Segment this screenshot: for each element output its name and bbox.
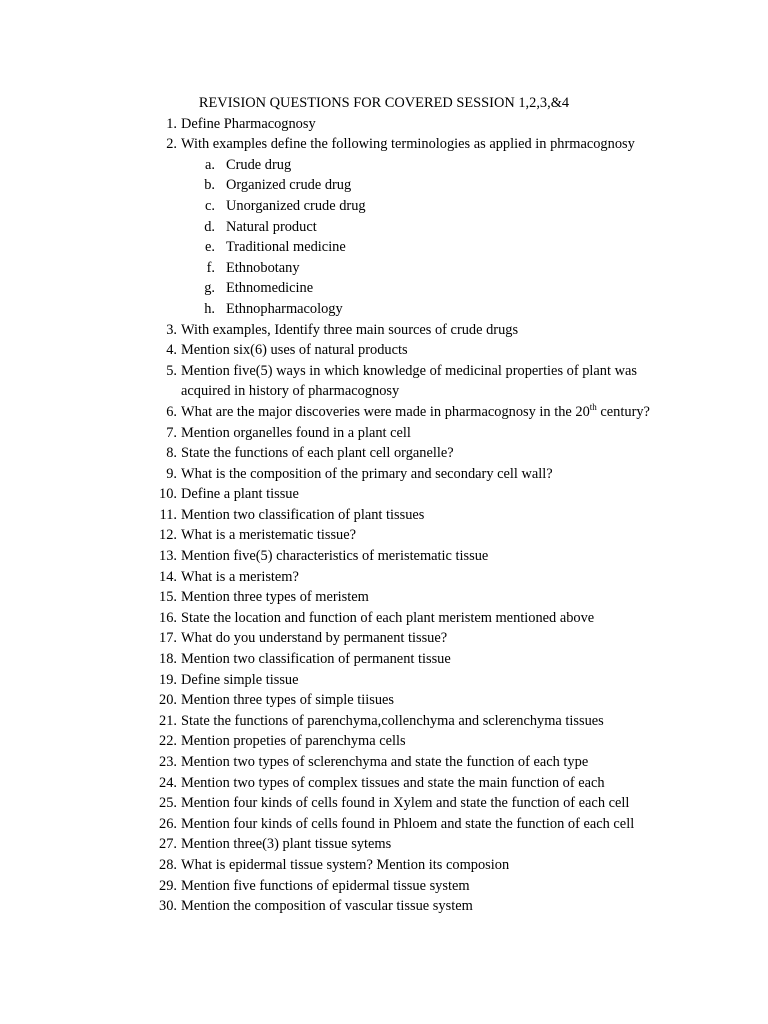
question-item	[0, 340, 768, 361]
question-item	[0, 525, 768, 546]
question-number: 4.	[166, 342, 177, 359]
question-item	[0, 608, 768, 629]
question-list	[0, 114, 768, 917]
question-number: 30.	[159, 898, 177, 915]
question-number: 9.	[166, 465, 177, 482]
question-text: Mention five(5) characteristics of meristematic tissue	[181, 548, 489, 565]
sub-item	[0, 217, 768, 238]
sub-item-letter: f.	[206, 259, 215, 276]
question-text: State the functions of parenchyma,collenchyma and sclerenchyma tissues	[181, 712, 604, 729]
question-number: 7.	[166, 424, 177, 441]
question-text: What is a meristem?	[181, 568, 299, 585]
question-text: What is a meristematic tissue?	[181, 527, 357, 544]
question-item	[0, 484, 768, 505]
sub-item-text: Ethnomedicine	[226, 280, 314, 297]
question-text: Mention the composition of vascular tissue system	[181, 898, 473, 915]
question-number: 15.	[159, 589, 177, 606]
superscript: th	[589, 402, 597, 413]
question-text: State the location and function of each plant meristem mentioned above	[181, 609, 595, 626]
question-item	[0, 464, 768, 485]
question-number: 21.	[159, 712, 177, 729]
sub-item	[0, 278, 768, 299]
question-text: Mention four kinds of cells found in Xylem and state the function of each cell	[181, 795, 630, 812]
question-number: 24.	[159, 774, 177, 791]
question-text: Mention three types of simple tiisues	[181, 692, 395, 709]
sub-item	[0, 175, 768, 196]
sub-item-text: Natural product	[226, 218, 317, 235]
question-item	[0, 814, 768, 835]
question-text	[181, 402, 650, 423]
question-number: 17.	[159, 630, 177, 647]
question-text: Mention organelles found in a plant cell	[181, 424, 411, 441]
sub-item-text: Traditional medicine	[226, 239, 346, 256]
sub-item	[0, 196, 768, 217]
question-item	[0, 320, 768, 341]
question-item	[0, 876, 768, 897]
question-number: 2.	[166, 136, 177, 153]
question-number: 20.	[159, 692, 177, 709]
question-number: 23.	[159, 754, 177, 770]
sub-item	[0, 258, 768, 279]
document-title: REVISION QUESTIONS FOR COVERED SESSION 1,2,3,&4	[198, 95, 570, 111]
question-text-part: What are the major discoveries were made in pharmacognosy in the 20	[181, 403, 590, 420]
question-text: State the functions of each plant cell organelle?	[181, 445, 454, 462]
question-text: Mention two classification of permanent tissue	[181, 651, 451, 668]
question-text: Define Pharmacognosy	[181, 115, 316, 132]
question-number: 13.	[159, 548, 177, 565]
question-number: 22.	[159, 733, 177, 750]
question-text: Mention two types of sclerenchyma and state the function of each type	[181, 754, 589, 770]
sub-item-letter: h.	[204, 300, 215, 317]
question-number: 6.	[166, 403, 177, 420]
question-item	[0, 567, 768, 588]
question-item	[0, 423, 768, 444]
sub-item-text: Organized crude drug	[226, 177, 352, 194]
question-item	[0, 896, 768, 917]
question-number: 11.	[159, 506, 177, 523]
question-item	[0, 587, 768, 608]
question-number: 26.	[159, 815, 177, 832]
question-number: 8.	[166, 445, 177, 462]
question-item	[0, 855, 768, 876]
question-item	[0, 443, 768, 464]
question-text: With examples define the following terminologies as applied in phrmacognosy	[181, 136, 635, 153]
sub-item-letter: e.	[205, 239, 215, 256]
question-number: 12.	[159, 527, 177, 544]
sub-item-text: Crude drug	[226, 156, 292, 173]
question-number: 16.	[159, 609, 177, 626]
question-number: 10.	[159, 486, 177, 503]
question-number: 28.	[159, 856, 177, 873]
question-item	[0, 546, 768, 567]
question-text: What is epidermal tissue system? Mention its composion	[181, 856, 510, 873]
sub-item-text: Ethnopharmacology	[226, 300, 343, 317]
question-item	[0, 690, 768, 711]
question-text: What do you understand by permanent tissue?	[181, 630, 448, 647]
question-item	[0, 793, 768, 814]
question-item	[0, 752, 768, 773]
sub-item-letter: c.	[205, 197, 215, 214]
sub-item-text: Ethnobotany	[226, 259, 300, 276]
question-number: 18.	[159, 651, 177, 668]
question-text: Mention two types of complex tissues and state the main function of each	[181, 774, 605, 791]
question-number: 27.	[159, 836, 177, 853]
question-text: Mention six(6) uses of natural products	[181, 342, 408, 359]
question-item	[0, 361, 768, 382]
question-number: 29.	[159, 877, 177, 894]
question-number: 1.	[166, 115, 177, 132]
question-item-continuation	[0, 381, 768, 402]
question-item	[0, 134, 768, 155]
question-text: Define a plant tissue	[181, 486, 299, 503]
sub-item	[0, 237, 768, 258]
sub-item-letter: a.	[205, 156, 215, 173]
question-text: Mention two classification of plant tissues	[181, 506, 425, 523]
question-number: 14.	[159, 568, 177, 585]
question-number: 19.	[159, 671, 177, 688]
sub-item-letter: d.	[204, 218, 215, 235]
question-text: Mention four kinds of cells found in Phloem and state the function of each cell	[181, 815, 635, 832]
sub-item-letter: b.	[204, 177, 215, 194]
question-number: 3.	[166, 321, 177, 338]
question-item	[0, 114, 768, 135]
question-item	[0, 834, 768, 855]
question-text: With examples, Identify three main sources of crude drugs	[181, 321, 519, 338]
question-item	[0, 670, 768, 691]
question-text-part: century?	[596, 403, 650, 420]
question-number: 5.	[166, 362, 177, 379]
question-item	[0, 731, 768, 752]
question-item	[0, 628, 768, 649]
question-number: 25.	[159, 795, 177, 812]
question-item	[0, 402, 768, 423]
sub-item-text: Unorganized crude drug	[226, 197, 366, 214]
sub-item-letter: g.	[204, 280, 215, 297]
question-text: Mention five(5) ways in which knowledge of medicinal properties of plant was	[181, 362, 637, 379]
question-item	[0, 649, 768, 670]
question-text: What is the composition of the primary and secondary cell wall?	[181, 465, 553, 482]
sub-item	[0, 155, 768, 176]
question-text: Mention three types of meristem	[181, 589, 369, 606]
question-text: Mention propeties of parenchyma cells	[181, 733, 406, 750]
question-text: Define simple tissue	[181, 671, 299, 688]
question-text: Mention three(3) plant tissue sytems	[181, 836, 392, 853]
sub-item	[0, 299, 768, 320]
question-item	[0, 773, 768, 794]
question-item	[0, 505, 768, 526]
question-text: Mention five functions of epidermal tissue system	[181, 877, 470, 894]
question-item	[0, 711, 768, 732]
question-text-continued: acquired in history of pharmacognosy	[181, 383, 400, 400]
